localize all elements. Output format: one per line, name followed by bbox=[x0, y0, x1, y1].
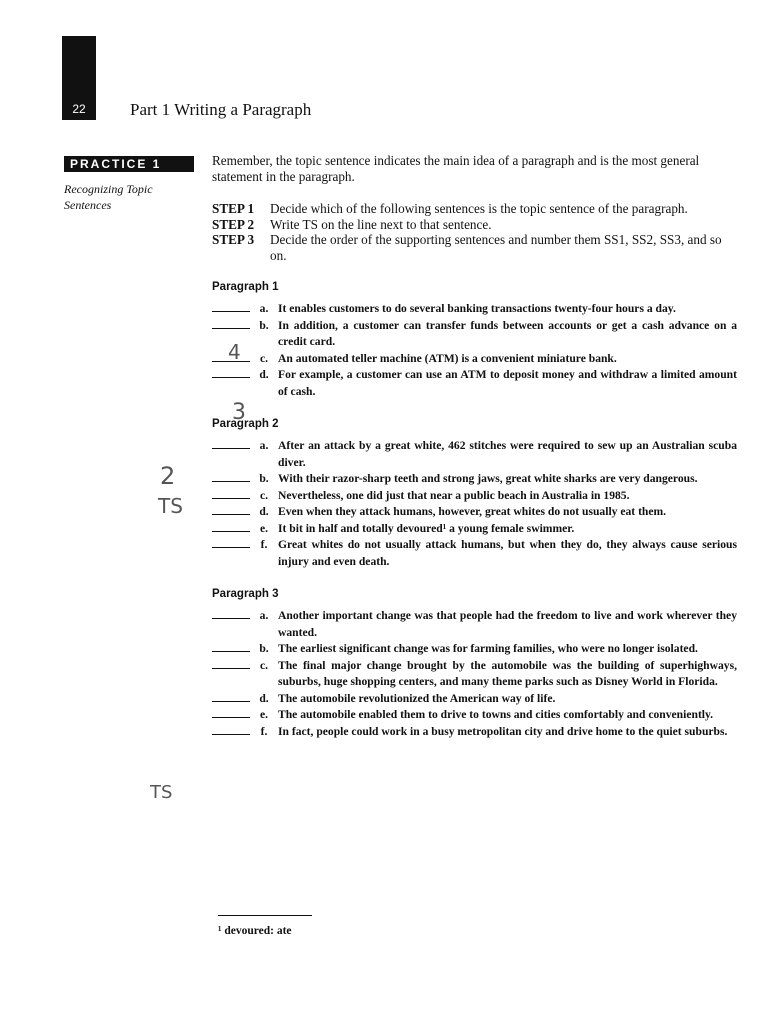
sentence-item bbox=[212, 521, 737, 538]
item-letter: a. bbox=[259, 439, 269, 452]
step-label: STEP 2 bbox=[212, 216, 255, 232]
item-letter: c. bbox=[259, 658, 269, 672]
step-row bbox=[212, 232, 737, 263]
item-letter: c. bbox=[259, 351, 269, 365]
item-letter: b. bbox=[259, 318, 269, 332]
practice-badge: PRACTICE 1 bbox=[64, 156, 194, 172]
handwritten-mark: TS bbox=[150, 782, 173, 803]
answer-blank[interactable] bbox=[212, 608, 250, 619]
answer-blank[interactable] bbox=[212, 691, 250, 702]
item-text: Nevertheless, one did just that near a public beach in Australia in 1985. bbox=[278, 488, 630, 502]
sentence-item bbox=[212, 318, 737, 351]
answer-blank[interactable] bbox=[212, 724, 250, 735]
sentence-item bbox=[212, 608, 737, 641]
step-row bbox=[212, 217, 737, 233]
item-text: The earliest significant change was for farming families, who were no longer isolated. bbox=[278, 642, 698, 655]
item-letter: d. bbox=[259, 368, 269, 381]
paragraph-3 bbox=[212, 588, 737, 740]
sentence-item bbox=[212, 504, 737, 521]
item-text: In addition, a customer can transfer funds between accounts or get a cash advance on a credit card. bbox=[278, 318, 737, 348]
sentence-item bbox=[212, 658, 737, 691]
item-text: The final major change brought by the automobile was the building of superhighways, suburbs, huge shopping centers, and many theme parks such as Disney World in Florida. bbox=[278, 658, 737, 688]
answer-blank[interactable] bbox=[212, 521, 250, 532]
sentence-item bbox=[212, 301, 737, 318]
item-text: For example, a customer can use an ATM to deposit money and withdraw a limited amount of cash. bbox=[278, 368, 737, 398]
item-letter: f. bbox=[260, 724, 268, 738]
answer-blank[interactable] bbox=[212, 367, 250, 378]
item-text: It enables customers to do several banking transactions twenty-four hours a day. bbox=[278, 302, 676, 315]
sentence-item bbox=[212, 707, 737, 724]
intro-text: Remember, the topic sentence indicates the main idea of a paragraph and is the most general statement in the paragraph. bbox=[212, 153, 700, 184]
step-text: Decide which of the following sentences is the topic sentence of the paragraph. bbox=[270, 201, 688, 216]
step-row bbox=[212, 201, 737, 217]
item-text: In fact, people could work in a busy metropolitan city and drive home to the quiet suburbs. bbox=[278, 724, 728, 738]
answer-blank[interactable] bbox=[212, 318, 250, 329]
paragraph-title: Paragraph 1 bbox=[212, 281, 279, 293]
item-letter: f. bbox=[260, 538, 268, 551]
sentence-item bbox=[212, 691, 737, 708]
sentence-item bbox=[212, 471, 737, 488]
step-text: Decide the order of the supporting sentences and number them SS1, SS2, SS3, and so on. bbox=[270, 232, 722, 263]
part-title: Part 1 Writing a Paragraph bbox=[130, 100, 312, 119]
item-text: Great whites do not usually attack humans, but when they do, they always cause serious injury and even death. bbox=[278, 538, 737, 568]
item-letter: a. bbox=[259, 609, 269, 622]
item-text: An automated teller machine (ATM) is a convenient miniature bank. bbox=[278, 351, 617, 365]
answer-blank[interactable] bbox=[212, 537, 250, 548]
sentence-item bbox=[212, 488, 737, 505]
sentence-item bbox=[212, 438, 737, 471]
answer-blank[interactable] bbox=[212, 504, 250, 515]
answer-blank[interactable] bbox=[212, 301, 250, 312]
item-text: The automobile enabled them to drive to towns and cities comfortably and conveniently. bbox=[278, 708, 714, 721]
item-letter: c. bbox=[259, 488, 269, 502]
answer-blank[interactable] bbox=[212, 707, 250, 718]
item-text: With their razor-sharp teeth and strong jaws, great white sharks are very dangerous. bbox=[278, 472, 698, 485]
sentence-item bbox=[212, 724, 737, 741]
step-text: Write TS on the line next to that sentence. bbox=[270, 216, 492, 232]
practice-subtitle: Recognizing Topic Sentences bbox=[64, 182, 153, 212]
handwritten-mark: 2 bbox=[160, 462, 176, 490]
item-text: Another important change was that people had the freedom to live and work wherever they wanted. bbox=[278, 609, 737, 639]
item-letter: e. bbox=[259, 708, 269, 721]
step-label: STEP 3 bbox=[212, 232, 255, 247]
item-text: After an attack by a great white, 462 stitches were required to sew up an Australian scuba diver. bbox=[278, 439, 737, 469]
paragraph-2 bbox=[212, 418, 737, 570]
handwritten-mark: 4 bbox=[228, 340, 241, 364]
answer-blank[interactable] bbox=[212, 641, 250, 652]
answer-blank[interactable] bbox=[212, 658, 250, 669]
sentence-item bbox=[212, 641, 737, 658]
item-letter: d. bbox=[259, 505, 269, 518]
item-text: It bit in half and totally devoured¹ a young female swimmer. bbox=[278, 521, 575, 535]
item-letter: b. bbox=[259, 642, 269, 655]
sentence-item bbox=[212, 367, 737, 400]
handwritten-mark: 3 bbox=[232, 400, 246, 425]
answer-blank[interactable] bbox=[212, 488, 250, 499]
footnote: ¹ devoured: ate bbox=[218, 925, 292, 937]
answer-blank[interactable] bbox=[212, 438, 250, 449]
page-number: 22 bbox=[72, 102, 86, 116]
item-letter: d. bbox=[259, 691, 269, 705]
step-label: STEP 1 bbox=[212, 201, 255, 216]
exercise-content bbox=[212, 153, 737, 740]
item-text: Even when they attack humans, however, great whites do not usually eat them. bbox=[278, 505, 667, 518]
paragraph-title: Paragraph 3 bbox=[212, 588, 279, 600]
sentence-item bbox=[212, 537, 737, 570]
sentence-item bbox=[212, 351, 737, 368]
item-letter: a. bbox=[259, 302, 269, 315]
practice-sidebar bbox=[64, 155, 194, 213]
item-text: The automobile revolutionized the American way of life. bbox=[278, 691, 556, 705]
paragraph-1 bbox=[212, 281, 737, 400]
paragraph-title: Paragraph 2 bbox=[212, 418, 279, 430]
answer-blank[interactable] bbox=[212, 471, 250, 482]
item-letter: b. bbox=[259, 472, 269, 485]
steps-list bbox=[212, 201, 737, 263]
footnote-rule bbox=[218, 915, 312, 916]
handwritten-mark: TS bbox=[158, 494, 183, 518]
item-letter: e. bbox=[259, 521, 269, 535]
